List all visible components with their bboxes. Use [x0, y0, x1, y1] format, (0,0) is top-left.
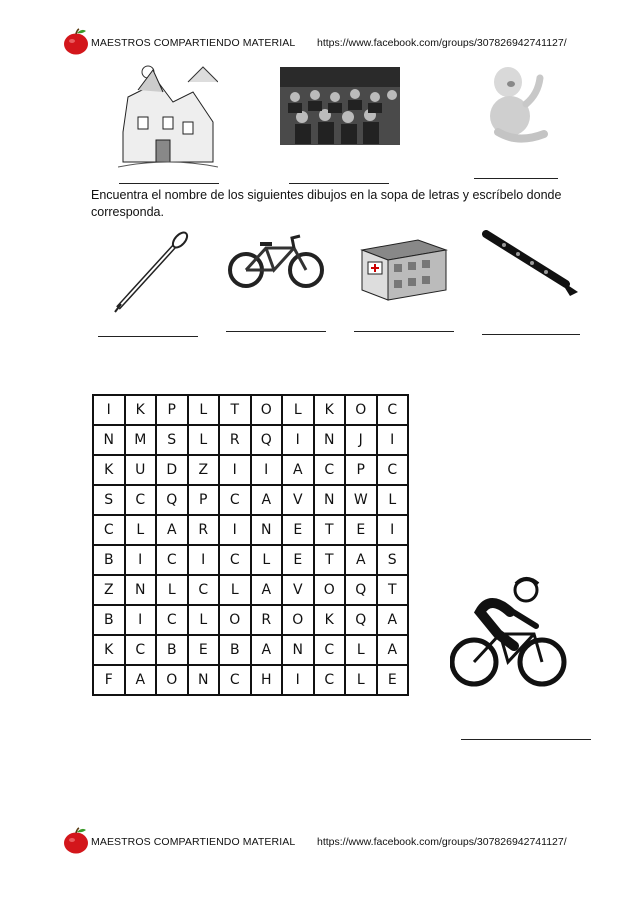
grid-cell[interactable]: B	[219, 635, 251, 665]
grid-row	[93, 635, 408, 665]
grid-cell[interactable]: L	[219, 575, 251, 605]
grid-cell[interactable]: S	[377, 545, 409, 575]
grid-cell[interactable]: B	[156, 635, 188, 665]
grid-row	[93, 605, 408, 635]
hospital-building-icon	[358, 230, 448, 302]
grid-cell[interactable]: O	[156, 665, 188, 695]
grid-cell[interactable]: C	[93, 515, 125, 545]
grid-cell[interactable]: S	[156, 425, 188, 455]
grid-cell[interactable]: R	[251, 605, 283, 635]
grid-cell[interactable]: N	[282, 635, 314, 665]
cyclist-icon	[450, 572, 568, 694]
answer-line-5[interactable]	[226, 331, 326, 332]
grid-cell[interactable]: L	[188, 605, 220, 635]
grid-cell[interactable]: A	[251, 485, 283, 515]
grid-row	[93, 395, 408, 425]
grid-cell[interactable]: O	[251, 395, 283, 425]
grid-cell[interactable]: H	[251, 665, 283, 695]
baby-photo	[478, 64, 550, 144]
grid-cell[interactable]: B	[93, 545, 125, 575]
word-search-grid	[92, 394, 409, 696]
grid-cell[interactable]: R	[219, 425, 251, 455]
grid-cell[interactable]: L	[156, 575, 188, 605]
footer-brand: MAESTROS COMPARTIENDO MATERIAL	[91, 836, 296, 848]
grid-cell[interactable]: K	[314, 395, 346, 425]
grid-cell[interactable]: C	[156, 545, 188, 575]
grid-cell[interactable]: N	[125, 575, 157, 605]
answer-line-8[interactable]	[461, 739, 591, 740]
grid-cell[interactable]: O	[345, 395, 377, 425]
grid-row	[93, 455, 408, 485]
grid-cell[interactable]: L	[377, 485, 409, 515]
answer-line-4[interactable]	[98, 336, 198, 337]
grid-cell[interactable]: C	[314, 665, 346, 695]
grid-cell[interactable]: A	[251, 575, 283, 605]
grid-cell[interactable]: N	[251, 515, 283, 545]
grid-cell[interactable]: R	[188, 515, 220, 545]
grid-cell[interactable]: N	[93, 425, 125, 455]
grid-cell[interactable]: V	[282, 575, 314, 605]
grid-row	[93, 515, 408, 545]
grid-cell[interactable]: K	[125, 395, 157, 425]
grid-cell[interactable]: I	[282, 665, 314, 695]
grid-cell[interactable]: I	[219, 455, 251, 485]
grid-cell[interactable]: C	[377, 395, 409, 425]
header-brand: MAESTROS COMPARTIENDO MATERIAL	[91, 37, 296, 49]
grid-cell[interactable]: S	[93, 485, 125, 515]
grid-cell[interactable]: C	[377, 455, 409, 485]
grid-cell[interactable]: I	[377, 425, 409, 455]
header-url[interactable]: https://www.facebook.com/groups/307826942741127/	[317, 37, 567, 49]
grid-cell[interactable]: K	[314, 605, 346, 635]
grid-cell[interactable]: N	[314, 425, 346, 455]
grid-cell[interactable]: P	[188, 485, 220, 515]
grid-cell[interactable]: I	[377, 515, 409, 545]
grid-row	[93, 665, 408, 695]
answer-line-7[interactable]	[482, 334, 580, 335]
grid-cell[interactable]: K	[93, 455, 125, 485]
nail-icon	[112, 228, 192, 313]
grid-cell[interactable]: M	[125, 425, 157, 455]
grid-cell[interactable]: B	[93, 605, 125, 635]
grid-cell[interactable]: Q	[345, 605, 377, 635]
grid-cell[interactable]: E	[282, 515, 314, 545]
grid-cell[interactable]: E	[282, 545, 314, 575]
grid-cell[interactable]: I	[282, 425, 314, 455]
grid-cell[interactable]: I	[219, 515, 251, 545]
grid-cell[interactable]: C	[219, 485, 251, 515]
instruction-text: Encuentra el nombre de los siguientes dibujos en la sopa de letras y escríbelo donde corresponda.	[91, 188, 562, 219]
grid-cell[interactable]: I	[188, 545, 220, 575]
grid-row	[93, 485, 408, 515]
footer-url[interactable]: https://www.facebook.com/groups/307826942741127/	[317, 836, 567, 848]
grid-cell[interactable]: P	[345, 455, 377, 485]
grid-cell[interactable]: N	[314, 485, 346, 515]
grid-cell[interactable]: C	[156, 605, 188, 635]
grid-cell[interactable]: Z	[93, 575, 125, 605]
grid-cell[interactable]: E	[188, 635, 220, 665]
grid-cell[interactable]: T	[219, 395, 251, 425]
grid-cell[interactable]: C	[219, 545, 251, 575]
grid-cell[interactable]: L	[282, 395, 314, 425]
grid-cell[interactable]: D	[156, 455, 188, 485]
grid-cell[interactable]: Q	[345, 575, 377, 605]
grid-cell[interactable]: A	[251, 635, 283, 665]
grid-row	[93, 545, 408, 575]
grid-cell[interactable]: O	[219, 605, 251, 635]
grid-cell[interactable]: A	[282, 455, 314, 485]
grid-row	[93, 425, 408, 455]
apple-logo-icon	[62, 28, 90, 56]
grid-cell[interactable]: W	[345, 485, 377, 515]
answer-line-1[interactable]	[119, 183, 219, 184]
grid-cell[interactable]: C	[188, 575, 220, 605]
grid-cell[interactable]: C	[314, 635, 346, 665]
page-header	[62, 28, 622, 56]
grid-cell[interactable]: O	[282, 605, 314, 635]
grid-cell[interactable]: F	[93, 665, 125, 695]
grid-cell[interactable]: A	[345, 545, 377, 575]
clarinet-icon	[482, 230, 580, 296]
grid-cell[interactable]: E	[345, 515, 377, 545]
grid-cell[interactable]: T	[314, 515, 346, 545]
grid-cell[interactable]: L	[251, 545, 283, 575]
grid-cell[interactable]: I	[93, 395, 125, 425]
grid-cell[interactable]: C	[125, 485, 157, 515]
bicycle-icon	[228, 234, 324, 290]
grid-cell[interactable]: I	[125, 605, 157, 635]
grid-cell[interactable]: K	[93, 635, 125, 665]
grid-cell[interactable]: P	[156, 395, 188, 425]
grid-cell[interactable]: J	[345, 425, 377, 455]
grid-cell[interactable]: V	[282, 485, 314, 515]
grid-cell[interactable]: Z	[188, 455, 220, 485]
grid-cell[interactable]: O	[314, 575, 346, 605]
grid-cell[interactable]: A	[377, 605, 409, 635]
grid-cell[interactable]: A	[377, 635, 409, 665]
grid-cell[interactable]: L	[188, 425, 220, 455]
house-icon	[118, 62, 218, 172]
grid-cell[interactable]: N	[188, 665, 220, 695]
grid-cell[interactable]: C	[314, 455, 346, 485]
answer-line-2[interactable]	[289, 183, 389, 184]
grid-cell[interactable]: T	[377, 575, 409, 605]
grid-cell[interactable]: L	[125, 515, 157, 545]
apple-logo-icon	[62, 827, 90, 855]
answer-line-6[interactable]	[354, 331, 454, 332]
grid-row	[93, 575, 408, 605]
answer-line-3[interactable]	[474, 178, 558, 179]
grid-cell[interactable]: T	[314, 545, 346, 575]
grid-cell[interactable]: L	[345, 635, 377, 665]
grid-cell[interactable]: Q	[251, 425, 283, 455]
grid-cell[interactable]: U	[125, 455, 157, 485]
grid-cell[interactable]: I	[125, 545, 157, 575]
grid-cell[interactable]: Q	[156, 485, 188, 515]
grid-cell[interactable]: L	[345, 665, 377, 695]
audience-photo	[280, 67, 400, 145]
grid-cell[interactable]: C	[125, 635, 157, 665]
grid-cell[interactable]: A	[125, 665, 157, 695]
grid-cell[interactable]: E	[377, 665, 409, 695]
grid-cell[interactable]: L	[188, 395, 220, 425]
page-footer	[62, 827, 622, 855]
grid-cell[interactable]: C	[219, 665, 251, 695]
grid-cell[interactable]: I	[251, 455, 283, 485]
grid-cell[interactable]: A	[156, 515, 188, 545]
